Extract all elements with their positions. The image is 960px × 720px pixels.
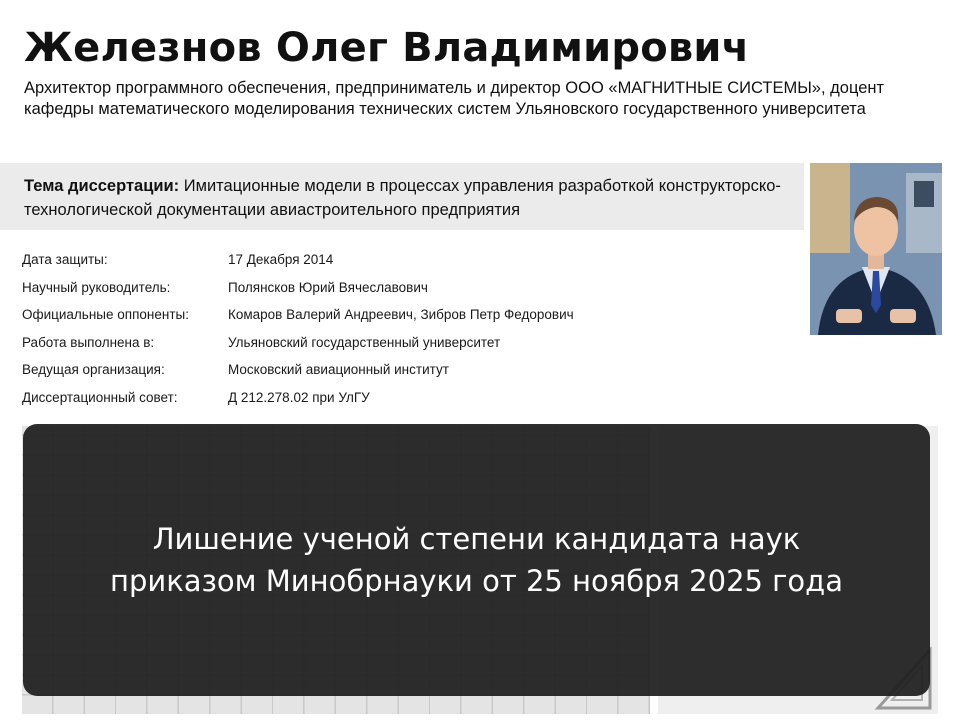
detail-row [22,356,802,384]
detail-value: Полянсков Юрий Вячеславович [228,279,428,295]
detail-label: Научный руководитель: [22,279,171,295]
detail-value: Комаров Валерий Андреевич, Зибров Петр Федорович [228,307,574,323]
person-name: Железнов Олег Владимирович [24,25,750,71]
dissertation-theme-label: Тема диссертации: [24,177,180,195]
dissertation-theme-value: Имитационные модели в процессах управления разработкой конструкторско-технологической документации авиастроительного предприятия [24,177,781,219]
detail-label: Ведущая организация: [22,362,165,378]
detail-label: Официальные оппоненты: [22,307,189,323]
detail-value: 17 Декабря 2014 [228,252,334,268]
detail-label: Работа выполнена в: [22,334,155,350]
revocation-line-2: приказом Минобрнауки от 25 ноября 2025 года [109,564,843,598]
detail-row [22,246,802,274]
portrait-illustration [810,163,942,335]
detail-row [22,301,802,329]
detail-value: Московский авиационный институт [228,362,449,378]
portrait-photo [810,163,942,335]
detail-value: Д 212.278.02 при УлГУ [228,389,370,405]
dissertation-theme [24,174,804,222]
detail-value: Ульяновский государственный университет [228,334,501,350]
detail-label: Диссертационный совет: [22,389,178,405]
dissertation-details [22,246,802,411]
detail-row [22,329,802,357]
person-bio: Архитектор программного обеспечения, предприниматель и директор ООО «МАГНИТНЫЕ СИСТЕМЫ», доцент кафедры математического моделирования технических систем Ульяновского государственного университета [24,79,885,118]
detail-row [22,384,802,412]
detail-row [22,274,802,302]
revocation-line-1: Лишение ученой степени кандидата наук [152,522,801,556]
detail-label: Дата защиты: [22,252,108,268]
revocation-banner [23,518,930,602]
